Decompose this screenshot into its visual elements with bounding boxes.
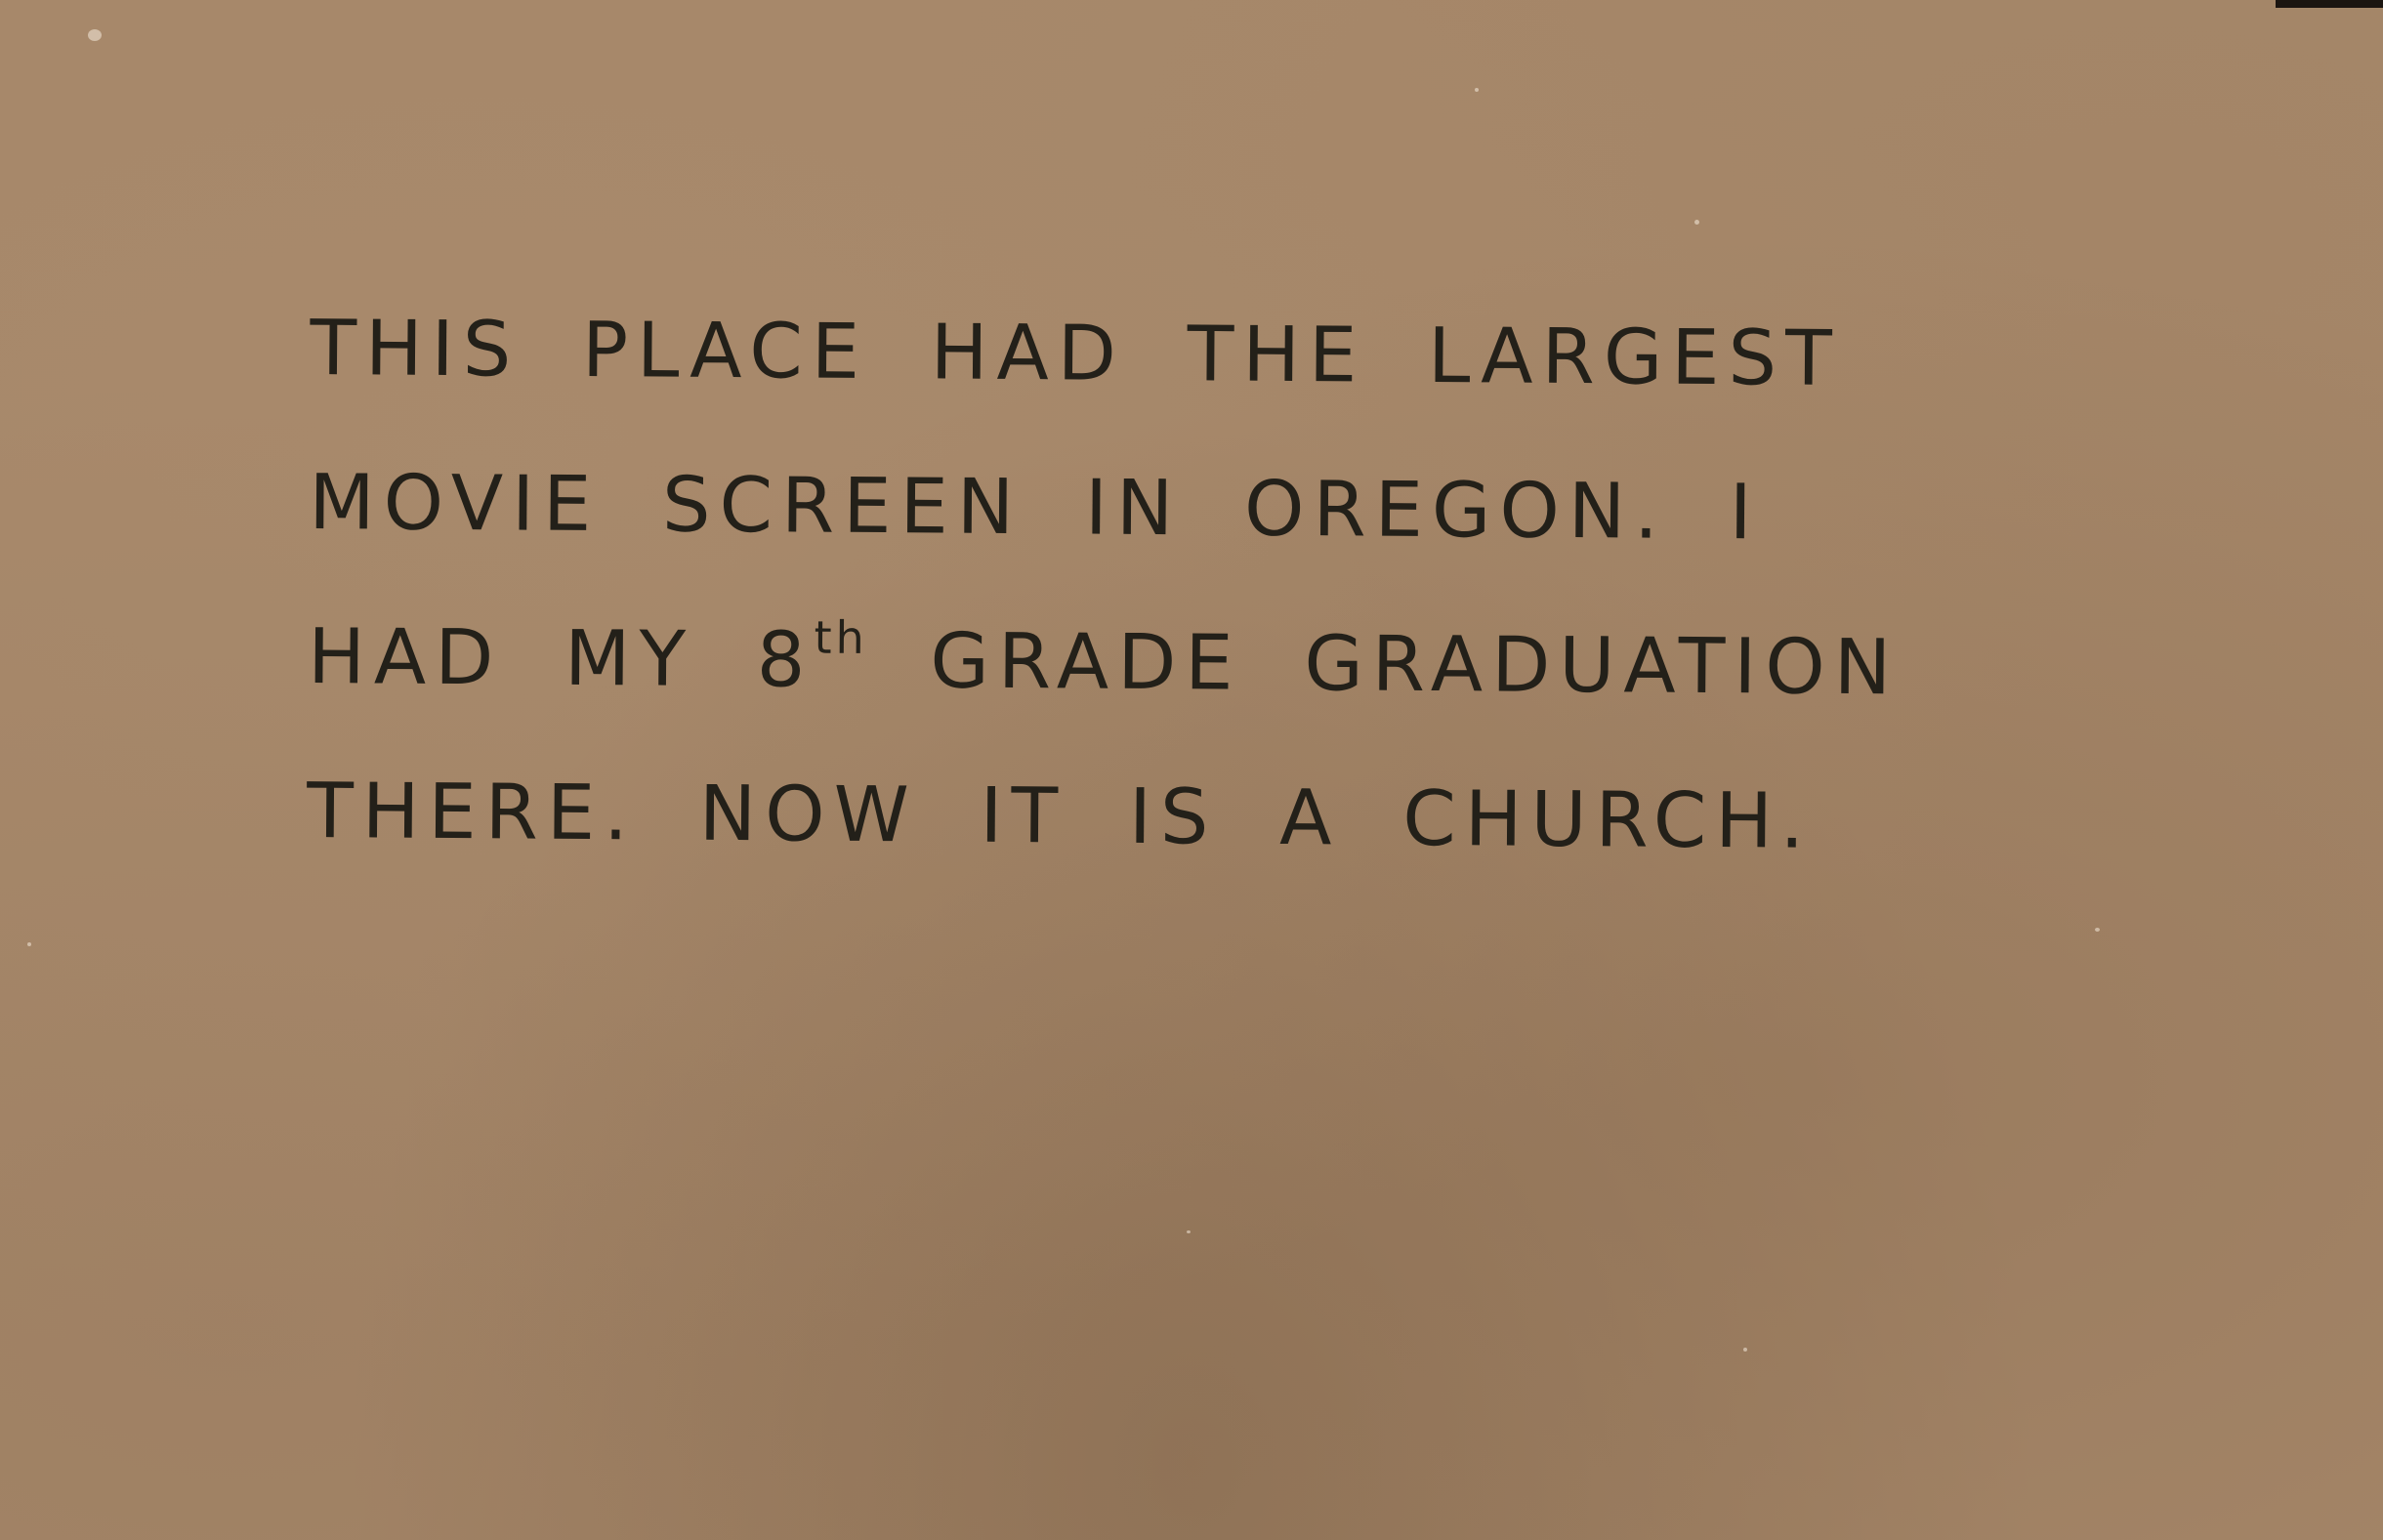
paper-speck <box>88 29 102 41</box>
note-line-4: THERE. NOW IT IS A CHURCH. <box>306 767 1814 866</box>
note-line-3-start: HAD MY 8 <box>307 612 815 705</box>
handwritten-note <box>307 271 1990 900</box>
ordinal-suffix: th <box>814 610 869 664</box>
paper-speck <box>1743 1348 1747 1352</box>
note-line-1: THIS PLACE HAD THE LARGEST <box>310 304 1842 403</box>
paper-speck <box>2095 928 2100 932</box>
scan-edge-shadow <box>2276 0 2383 8</box>
paper-speck <box>27 942 31 946</box>
paper-speck <box>1475 88 1479 92</box>
note-line-3 <box>308 580 1988 746</box>
note-line-3-end: GRADE GRADUATION <box>867 616 1901 713</box>
paper-speck <box>1187 1230 1191 1233</box>
note-line-2: MOVIE SCREEN IN OREGON. I <box>309 458 1762 558</box>
paper-speck <box>1694 220 1699 225</box>
